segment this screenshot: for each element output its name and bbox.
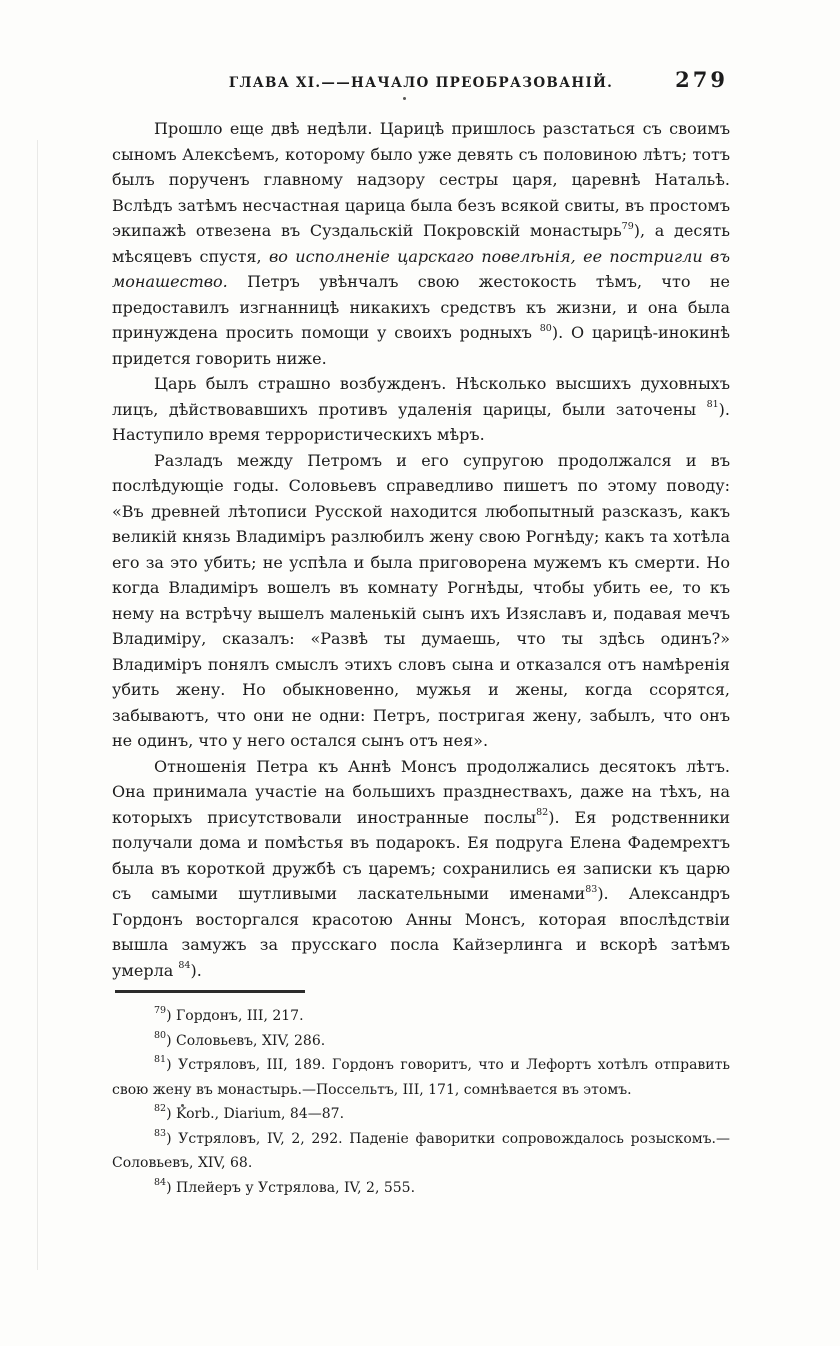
footnote-text: ) Гордонъ, III, 217. xyxy=(166,1008,304,1024)
footnote-marker: 81 xyxy=(154,1054,167,1066)
footnote-text: ) Устряловъ, IV, 2, 292. Паденіе фаворитки сопровождалось розыскомъ.—Соловьевъ, XIV, 68. xyxy=(112,1130,730,1171)
footnote-marker: 83 xyxy=(154,1127,167,1139)
paragraph xyxy=(112,448,730,754)
text-run: Прошло еще двѣ недѣли. Царицѣ пришлось разстаться съ своимъ сыномъ Алексѣемъ, которому было уже девять съ половиною лѣтъ; тотъ былъ порученъ главному надзору сестры царя, царевнѣ Натальѣ. Вслѣдъ затѣмъ несчастная царица была безъ всякой свиты, въ простомъ экипажѣ отвезена въ Суздальскій Покровскій монастырь xyxy=(112,119,730,240)
footnote-reference: 80 xyxy=(539,322,552,334)
footnote-text: ) Соловьевъ, XIV, 286. xyxy=(166,1032,326,1049)
footnote-marker: 79 xyxy=(154,1005,167,1017)
text-run: ). Александръ Гордонъ восторгался красотою Анны Монсъ, которая впослѣдствіи вышла замужъ за прусскаго посла Кайзерлинга и вскорѣ затѣмъ умерла xyxy=(112,884,730,980)
text-run: Царь былъ страшно возбужденъ. Нѣсколько высшихъ духовныхъ лицъ, дѣйствовавшихъ противъ удаленія царицы, были заточены xyxy=(112,374,730,419)
footnote xyxy=(112,1004,730,1029)
footnote-text: ) Плейеръ у Устрялова, IV, 2, 555. xyxy=(166,1179,416,1196)
body-text xyxy=(112,116,730,983)
text-run: Разладъ между Петромъ и его супругою продолжался и въ послѣдующіе годы. Соловьевъ справедливо пишетъ по этому поводу: «Въ древней лѣтописи Русской находится любопытный разсказъ, какъ великій князь Владиміръ разлюбилъ жену свою Рогнѣду; какъ та хотѣла его за это убить; не успѣла и была приговорена мужемъ къ смерти. Но когда Владиміръ вошелъ въ комнату Рогнѣды, чтобы убить ее, то къ нему на встрѣчу вышелъ маленькій сынъ ихъ Изяславъ и, подавая мечъ Владиміру, сказалъ: «Развѣ ты думаешь, что ты здѣсь одинъ?» Владиміръ понялъ смыслъ этихъ словъ сына и отказался отъ намѣренія убить жену. Но обыкновенно, мужья и жены, когда ссорятся, забываютъ, что они не одни: Петръ, постригая жену, забылъ, что онъ не одинъ, что у него остался сынъ отъ нея». xyxy=(112,450,730,750)
footnote-reference: 83 xyxy=(585,883,598,895)
footnote-rule xyxy=(115,990,305,993)
footnote-marker: 82 xyxy=(154,1103,167,1115)
footnote-reference: 82 xyxy=(536,807,549,819)
footnotes-section xyxy=(112,1004,730,1200)
text-run: ). Наступило время террористическихъ мѣръ. xyxy=(112,399,730,444)
paragraph xyxy=(112,754,730,984)
footnote-text: ) Устряловъ, III, 189. Гордонъ говоритъ, что и Лефортъ хотѣлъ отправить свою жену въ монастырь.—Поссельтъ, III, 171, сомнѣвается въ этомъ. xyxy=(112,1057,730,1098)
footnote xyxy=(112,1029,730,1054)
text-run: ). Ея родственники получали дома и помѣстья въ подарокъ. Ея подруга Елена Фадемрехтъ была въ короткой дружбѣ съ царемъ; сохранились ея записки къ царю съ самыми шутливыми ласкательными именами xyxy=(112,807,730,903)
footnote-marker: 84 xyxy=(154,1176,167,1188)
footnote xyxy=(112,1102,730,1127)
italic-passage: во исполненіе царскаго повелѣнія, ее постригли въ монашество. xyxy=(112,246,731,291)
text-run: ), а десять мѣсяцевъ спустя, xyxy=(112,221,730,266)
footnote-reference: 81 xyxy=(706,399,719,411)
footnote-marker: 80 xyxy=(154,1029,167,1041)
text-run: Петръ увѣнчалъ свою жестокость тѣмъ, что не предоставилъ изгнанницѣ никакихъ средствъ къ жизни, и она была принуждена просить помощи у своихъ родныхъ xyxy=(112,272,730,342)
footnote-text: ) Korb., Diarium, 84—87. xyxy=(166,1106,345,1122)
footnote xyxy=(112,1176,730,1201)
page-number: 279 xyxy=(675,67,728,92)
footnote-reference: 79 xyxy=(621,220,634,232)
text-run: ). О царицѣ-инокинѣ придется говорить ниже. xyxy=(112,323,730,368)
footnote xyxy=(112,1053,730,1102)
chapter-title: ГЛАВА XI.——НАЧАЛО ПРЕОБРАЗОВАНІЙ. xyxy=(228,75,614,91)
scan-artifact-line xyxy=(37,140,38,1270)
running-header xyxy=(112,68,730,98)
paragraph xyxy=(112,371,730,448)
text-run: Отношенія Петра къ Аннѣ Монсъ продолжались десятокъ лѣтъ. Она принимала участіе на большихъ празднествахъ, даже на тѣхъ, на которыхъ присутствовали иностранные послы xyxy=(112,756,730,827)
text-column xyxy=(112,68,730,1200)
paragraph xyxy=(112,116,730,371)
text-run: ). xyxy=(190,960,202,980)
footnote xyxy=(112,1127,730,1176)
footnote-reference: 84 xyxy=(178,960,191,972)
